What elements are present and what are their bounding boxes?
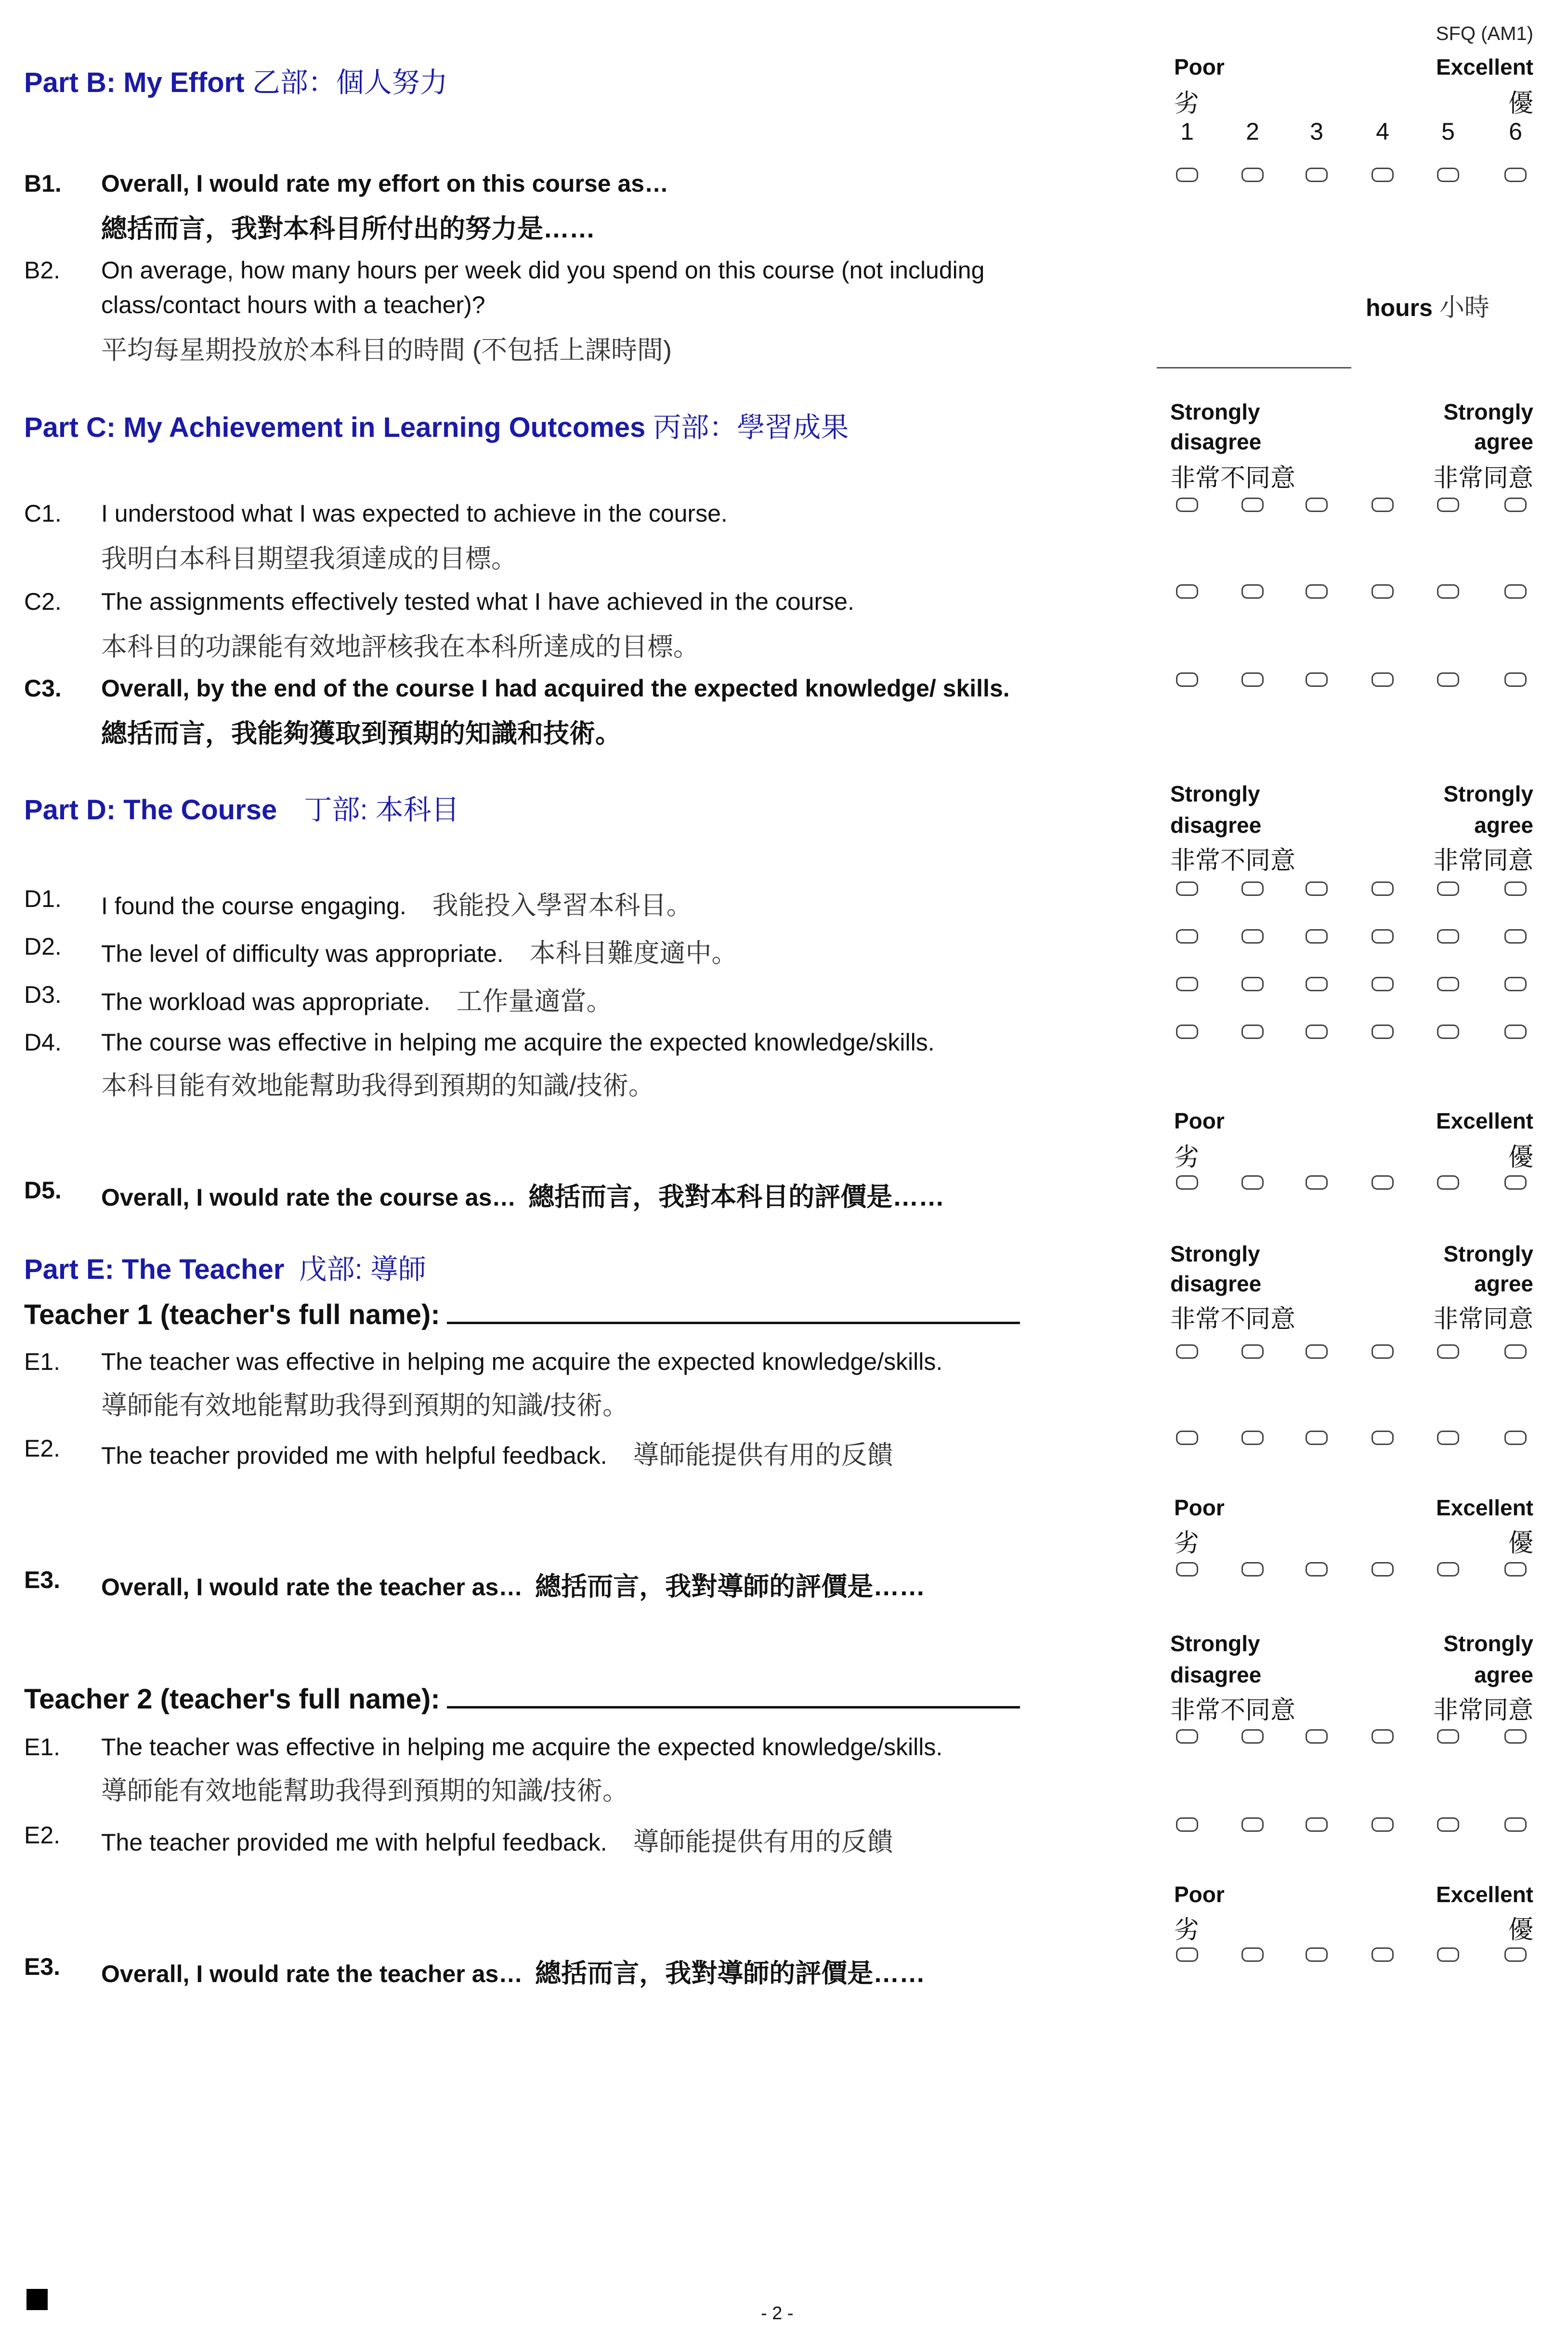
scale-strongly-agree-zh: 非常同意 [1433,464,1533,492]
question-number-b2: B2. [24,257,61,284]
radio-t1-e1-4[interactable] [1372,1344,1394,1359]
radio-t2-e1-4[interactable] [1372,1729,1394,1744]
radio-t2-e1-6[interactable] [1504,1729,1527,1744]
radio-c3-4[interactable] [1372,672,1394,687]
radio-b1-6[interactable] [1504,168,1527,182]
scale-strongly-disagree-1: Strongly [1170,781,1260,806]
radio-t2-e2-6[interactable] [1504,1817,1527,1832]
scale-excellent-label: Excellent [1436,1495,1533,1520]
question-text-b1: Overall, I would rate my effort on this course as… [101,170,669,197]
question-number-d4: D4. [24,1029,62,1056]
radio-d4-2[interactable] [1241,1025,1264,1039]
question-en-t2-e2: The teacher provided me with helpful feedback. [101,1829,607,1856]
scale-strongly-agree-1: Strongly [1443,1631,1533,1656]
radio-c3-1[interactable] [1176,672,1198,687]
question-zh-t2-e2: 導師能提供有用的反饋 [633,1827,893,1856]
scale-poor-label: Poor [1174,1495,1225,1520]
scale-excellent-zh: 優 [1508,1143,1533,1171]
question-number-b1: B1. [24,170,62,197]
radio-t2-e1-1[interactable] [1176,1729,1198,1744]
radio-t2-e3-6[interactable] [1504,1947,1527,1962]
radio-c3-5[interactable] [1437,672,1459,687]
radio-c2-4[interactable] [1372,584,1394,599]
scale-strongly-agree-zh: 非常同意 [1433,847,1533,875]
radio-c2-5[interactable] [1437,584,1459,599]
scale-strongly-disagree-2: disagree [1170,429,1262,454]
question-zh-t1-e1: 導師能有效地能幫助我得到預期的知識/技術。 [101,1391,629,1420]
scale-strongly-disagree-2: disagree [1170,1271,1262,1296]
question-en-d1: I found the course engaging. [101,893,406,920]
part-d-heading-zh: 丁部: 本科目 [304,794,459,826]
radio-t2-e1-3[interactable] [1306,1729,1328,1744]
radio-d3-1[interactable] [1176,977,1198,991]
teacher-1-name-field [24,1297,1020,1331]
radio-t1-e1-6[interactable] [1504,1344,1527,1359]
part-c-heading-en: Part C: My Achievement in Learning Outcomes [24,412,646,443]
radio-d5-2[interactable] [1241,1175,1264,1190]
radio-d1-5[interactable] [1437,881,1459,896]
radio-t2-e3-3[interactable] [1306,1947,1328,1962]
question-zh-c2: 本科目的功課能有效地評核我在本科所達成的目標。 [101,632,699,661]
scale-poor-zh: 劣 [1174,90,1200,118]
scale-strongly-disagree-1: Strongly [1170,1241,1260,1266]
form-code: SFQ (AM1) [1436,23,1533,44]
radio-d4-5[interactable] [1437,1025,1459,1039]
radio-d1-4[interactable] [1372,881,1394,896]
radio-t2-e1-5[interactable] [1437,1729,1459,1744]
radio-c1-4[interactable] [1372,498,1394,512]
radio-d1-2[interactable] [1241,881,1264,896]
question-number-t2-e1: E1. [24,1734,61,1761]
radio-d1-6[interactable] [1504,881,1527,896]
radio-t2-e2-3[interactable] [1306,1817,1328,1832]
question-zh-b2: 平均每星期投放於本科目的時間 (不包括上課時間) [101,336,672,365]
radio-b1-4[interactable] [1372,168,1394,182]
radio-t1-e3-6[interactable] [1504,1562,1527,1577]
radio-t2-e2-4[interactable] [1372,1817,1394,1832]
question-zh-d2: 本科目難度適中。 [529,939,738,968]
radio-d3-5[interactable] [1437,977,1459,991]
teacher-1-name-input[interactable] [447,1297,1020,1324]
radio-d2-2[interactable] [1241,929,1264,944]
scale-poor-label: Poor [1174,1108,1225,1133]
scale-strongly-disagree-1: Strongly [1170,399,1260,424]
question-text-b2-line1: On average, how many hours per week did you spend on this course (not including [101,257,985,284]
radio-d2-6[interactable] [1504,929,1527,944]
question-zh-d1: 我能投入學習本科目。 [432,891,693,920]
scale-strongly-agree-1: Strongly [1443,1241,1533,1266]
radio-t2-e3-1[interactable] [1176,1947,1198,1962]
radio-d3-6[interactable] [1504,977,1527,991]
scale-number-3: 3 [1310,118,1323,145]
radio-d1-1[interactable] [1176,881,1198,896]
radio-d2-1[interactable] [1176,929,1198,944]
radio-c2-6[interactable] [1504,584,1527,599]
question-text-d3 [101,981,613,1018]
scale-excellent-label: Excellent [1436,54,1533,79]
question-text-t1-e3 [101,1566,925,1603]
scale-strongly-disagree-zh: 非常不同意 [1170,464,1296,492]
radio-t2-e2-5[interactable] [1437,1817,1459,1832]
question-text-d2 [101,933,738,970]
radio-c3-3[interactable] [1306,672,1328,687]
radio-d1-3[interactable] [1306,881,1328,896]
question-zh-t1-e2: 導師能提供有用的反饋 [633,1441,893,1470]
question-zh-c3: 總括而言，我能夠獲取到預期的知識和技術。 [101,719,621,748]
scale-excellent-zh: 優 [1508,1529,1533,1557]
radio-c3-2[interactable] [1241,672,1264,687]
scale-strongly-agree-2: agree [1474,429,1533,454]
question-number-t2-e2: E2. [24,1822,61,1849]
scale-number-5: 5 [1441,118,1455,145]
radio-d5-1[interactable] [1176,1175,1198,1190]
question-number-t1-e3: E3. [24,1566,61,1593]
scale-strongly-agree-2: agree [1474,1271,1533,1296]
radio-t1-e2-2[interactable] [1241,1431,1264,1445]
question-number-c1: C1. [24,500,62,527]
question-text-b2-line2: class/contact hours with a teacher)? [101,291,485,318]
question-en-d5: Overall, I would rate the course as… [101,1184,516,1211]
question-text-d4: The course was effective in helping me acquire the expected knowledge/skills. [101,1029,935,1056]
scale-strongly-agree-1: Strongly [1443,399,1533,424]
part-e-heading [24,1247,426,1287]
part-b-heading-zh: 乙部：個人努力 [252,67,448,98]
part-b-heading [24,60,448,100]
scale-strongly-agree-2: agree [1474,1662,1533,1687]
part-e-heading-zh: 戊部: 導師 [299,1254,426,1285]
teacher-1-label: Teacher 1 (teacher's full name): [24,1299,440,1330]
radio-d3-3[interactable] [1306,977,1328,991]
radio-t1-e1-3[interactable] [1306,1344,1328,1359]
question-text-c1: I understood what I was expected to achieve in the course. [101,500,728,527]
teacher-2-name-input[interactable] [447,1681,1020,1708]
radio-t1-e2-5[interactable] [1437,1431,1459,1445]
question-number-c3: C3. [24,675,62,702]
radio-d5-3[interactable] [1306,1175,1328,1190]
radio-d4-4[interactable] [1372,1025,1394,1039]
radio-t1-e2-6[interactable] [1504,1431,1527,1445]
radio-t1-e3-2[interactable] [1241,1562,1264,1577]
question-number-d1: D1. [24,885,62,912]
radio-c1-2[interactable] [1241,498,1264,512]
radio-c2-1[interactable] [1176,584,1198,599]
radio-t1-e3-1[interactable] [1176,1562,1198,1577]
question-en-t2-e3: Overall, I would rate the teacher as… [101,1960,523,1987]
question-text-t2-e2 [101,1821,893,1858]
question-en-d3: The workload was appropriate. [101,988,431,1015]
radio-d2-5[interactable] [1437,929,1459,944]
scale-excellent-label: Excellent [1436,1108,1533,1133]
question-number-t1-e1: E1. [24,1348,61,1375]
question-zh-d5: 總括而言，我對本科目的評價是…… [528,1183,945,1211]
question-number-d5: D5. [24,1177,62,1204]
part-e-heading-en: Part E: The Teacher [24,1254,285,1285]
scale-strongly-agree-2: agree [1474,813,1533,838]
radio-b1-5[interactable] [1437,168,1459,182]
part-c-heading [24,405,849,445]
scale-strongly-agree-zh: 非常同意 [1433,1305,1533,1333]
radio-t1-e3-3[interactable] [1306,1562,1328,1577]
radio-c3-6[interactable] [1504,672,1527,687]
radio-t1-e1-1[interactable] [1176,1344,1198,1359]
scale-strongly-agree-1: Strongly [1443,781,1533,806]
scale-strongly-disagree-zh: 非常不同意 [1170,847,1296,875]
radio-d4-3[interactable] [1306,1025,1328,1039]
hours-label [1366,287,1490,323]
scale-strongly-disagree-2: disagree [1170,1662,1262,1687]
part-b-heading-en: Part B: My Effort [24,67,245,98]
radio-t2-e3-2[interactable] [1241,1947,1264,1962]
radio-t1-e3-5[interactable] [1437,1562,1459,1577]
radio-t1-e2-1[interactable] [1176,1431,1198,1445]
radio-d3-2[interactable] [1241,977,1264,991]
scale-strongly-disagree-1: Strongly [1170,1631,1260,1656]
scale-poor-zh: 劣 [1174,1916,1200,1944]
hours-label-zh: 小時 [1439,294,1490,322]
part-d-heading [24,787,459,828]
question-zh-c1: 我明白本科目期望我須達成的目標。 [101,544,517,573]
radio-c2-2[interactable] [1241,584,1264,599]
radio-c1-1[interactable] [1176,498,1198,512]
scan-marker-square [26,2289,48,2310]
question-text-t1-e1: The teacher was effective in helping me acquire the expected knowledge/skills. [101,1348,943,1375]
scale-poor-label: Poor [1174,1882,1225,1907]
question-text-d5 [101,1176,944,1213]
question-number-d3: D3. [24,981,62,1008]
radio-t1-e2-3[interactable] [1306,1431,1328,1445]
question-en-t1-e2: The teacher provided me with helpful feedback. [101,1442,607,1469]
scale-strongly-agree-zh: 非常同意 [1433,1696,1533,1724]
radio-b1-3[interactable] [1306,168,1328,182]
radio-t2-e1-2[interactable] [1241,1729,1264,1744]
radio-t1-e1-5[interactable] [1437,1344,1459,1359]
question-text-t1-e2 [101,1434,893,1472]
teacher-2-name-field [24,1681,1020,1715]
question-number-c2: C2. [24,588,62,615]
radio-c1-3[interactable] [1306,498,1328,512]
question-zh-d3: 工作量適當。 [456,987,613,1016]
radio-t1-e2-4[interactable] [1372,1431,1394,1445]
radio-d2-3[interactable] [1306,929,1328,944]
scale-number-4: 4 [1376,118,1389,145]
question-number-d2: D2. [24,933,62,960]
scale-excellent-zh: 優 [1508,1916,1533,1944]
scale-poor-zh: 劣 [1174,1143,1200,1171]
radio-t2-e2-1[interactable] [1176,1817,1198,1832]
part-c-heading-zh: 丙部：學習成果 [653,412,849,443]
question-en-t1-e3: Overall, I would rate the teacher as… [101,1574,523,1601]
radio-t2-e3-5[interactable] [1437,1947,1459,1962]
radio-d5-6[interactable] [1504,1175,1527,1190]
radio-b1-1[interactable] [1176,168,1198,182]
question-zh-t2-e3: 總括而言，我對導師的評價是…… [535,1959,926,1988]
question-text-c2: The assignments effectively tested what I have achieved in the course. [101,588,854,615]
question-en-d2: The level of difficulty was appropriate. [101,940,504,967]
question-text-t2-e1: The teacher was effective in helping me acquire the expected knowledge/skills. [101,1734,943,1761]
radio-d5-5[interactable] [1437,1175,1459,1190]
hours-input-line[interactable] [1157,367,1351,368]
question-zh-t1-e3: 總括而言，我對導師的評價是…… [535,1572,926,1601]
teacher-2-label: Teacher 2 (teacher's full name): [24,1683,440,1715]
scale-strongly-disagree-zh: 非常不同意 [1170,1305,1296,1333]
scale-number-1: 1 [1180,118,1194,145]
radio-t1-e3-4[interactable] [1372,1562,1394,1577]
radio-d3-4[interactable] [1372,977,1394,991]
part-d-heading-en: Part D: The Course [24,794,277,826]
radio-d2-4[interactable] [1372,929,1394,944]
scale-poor-zh: 劣 [1174,1529,1200,1557]
question-text-t2-e3 [101,1953,925,1990]
question-number-t2-e3: E3. [24,1953,61,1980]
question-zh-d4: 本科目能有效地能幫助我得到預期的知識/技術。 [101,1071,655,1100]
question-text-d1 [101,885,693,922]
radio-c1-6[interactable] [1504,498,1527,512]
scale-strongly-disagree-zh: 非常不同意 [1170,1696,1296,1724]
scale-strongly-disagree-2: disagree [1170,813,1262,838]
scale-number-6: 6 [1509,118,1522,145]
question-number-t1-e2: E2. [24,1435,61,1462]
scale-poor-label: Poor [1174,54,1225,79]
hours-label-en: hours [1366,294,1433,321]
radio-c2-3[interactable] [1306,584,1328,599]
page-number: - 2 - [761,2303,794,2324]
question-zh-b1: 總括而言，我對本科目所付出的努力是…… [101,214,595,243]
radio-d4-1[interactable] [1176,1025,1198,1039]
scale-excellent-zh: 優 [1508,90,1533,118]
radio-d4-6[interactable] [1504,1025,1527,1039]
radio-b1-2[interactable] [1241,168,1264,182]
radio-t1-e1-2[interactable] [1241,1344,1264,1359]
question-zh-t2-e1: 導師能有效地能幫助我得到預期的知識/技術。 [101,1776,629,1805]
scale-excellent-label: Excellent [1436,1882,1533,1907]
radio-d5-4[interactable] [1372,1175,1394,1190]
question-text-c3: Overall, by the end of the course I had acquired the expected knowledge/ skills. [101,675,1010,702]
scale-number-2: 2 [1246,118,1259,145]
radio-t2-e3-4[interactable] [1372,1947,1394,1962]
radio-c1-5[interactable] [1437,498,1459,512]
radio-t2-e2-2[interactable] [1241,1817,1264,1832]
